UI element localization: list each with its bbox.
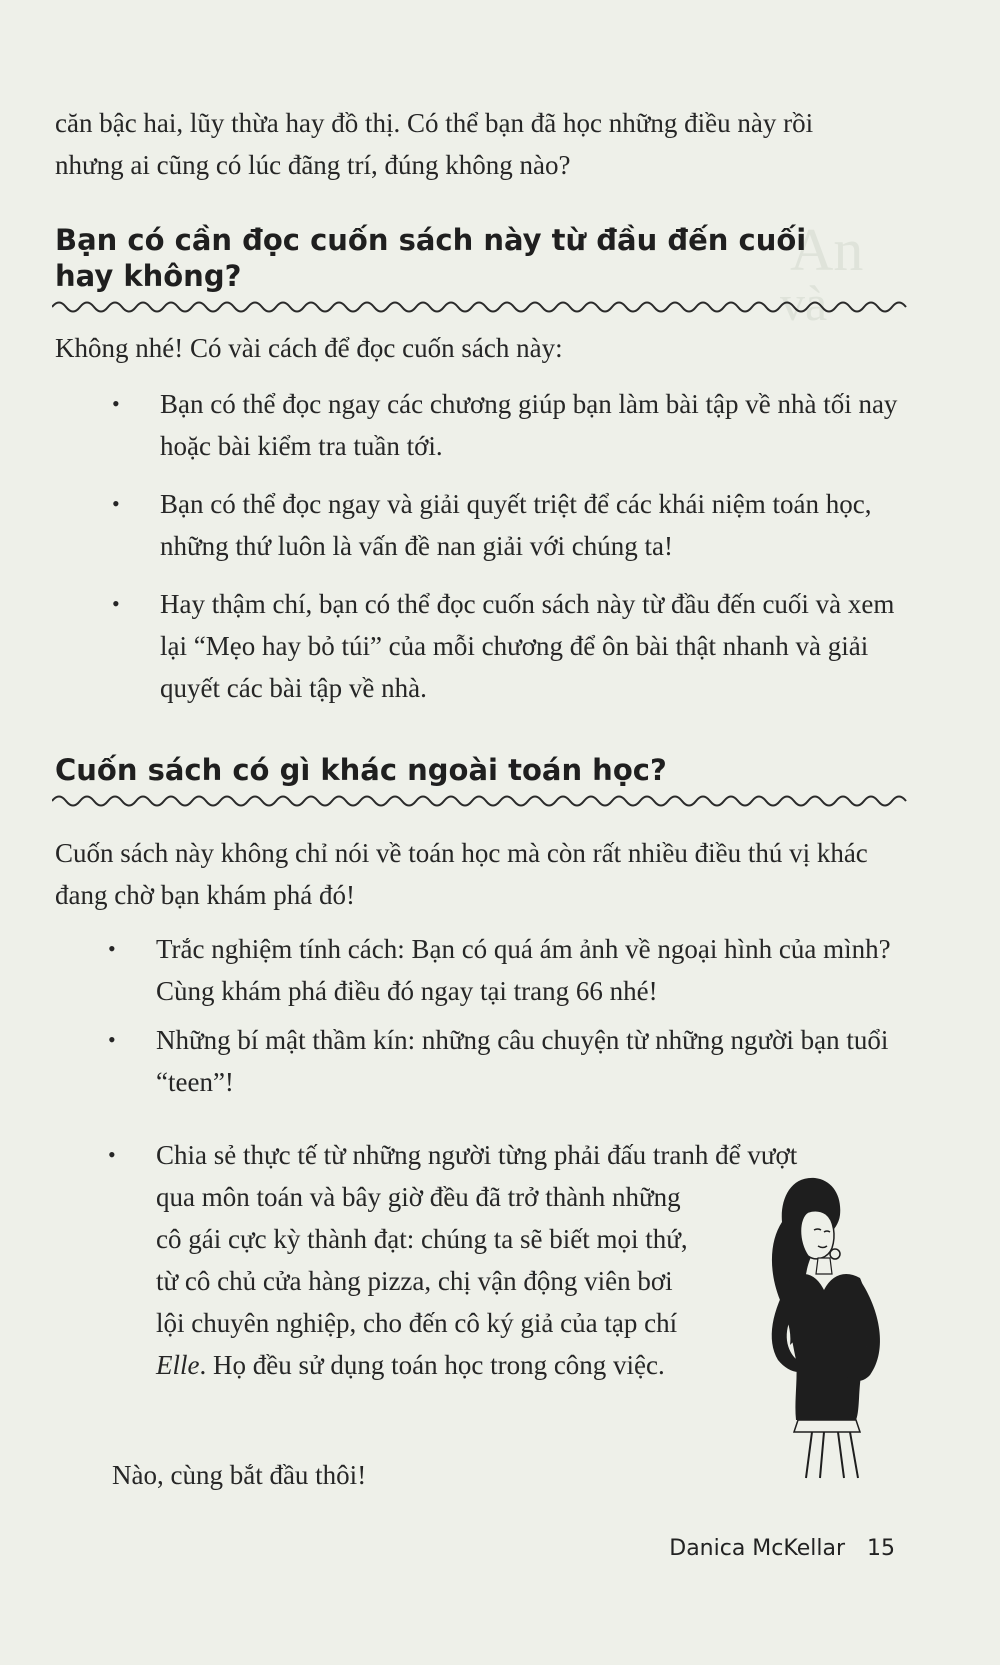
- list-item: • Bạn có thể đọc ngay các chương giúp bạn làm bài tập về nhà tối nay hoặc bài kiểm tra tuần tới.: [112, 383, 912, 467]
- wavy-divider: [52, 790, 907, 812]
- section-1-bullet-list: [112, 383, 912, 725]
- section-1-intro: Không nhé! Có vài cách để đọc cuốn sách này:: [55, 333, 563, 363]
- author-name: Danica McKellar: [669, 1536, 845, 1561]
- bullet-icon: •: [112, 591, 120, 616]
- magazine-name: Elle: [156, 1350, 200, 1380]
- page-number: 15: [867, 1536, 895, 1561]
- section-1-heading-line-2: hay không?: [55, 259, 242, 293]
- list-item: • Những bí mật thầm kín: những câu chuyện từ những người bạn tuổi “teen”!: [108, 1019, 908, 1103]
- svg-text:An: An: [790, 217, 864, 283]
- girl-illustration-icon: [720, 1170, 920, 1480]
- bullet-icon: •: [108, 1027, 116, 1052]
- svg-text:và: và: [780, 275, 828, 331]
- page-footer: [669, 1536, 895, 1561]
- bullet-icon: •: [112, 491, 120, 516]
- bullet-icon: •: [108, 1142, 116, 1167]
- section-2-intro: Cuốn sách này không chỉ nói về toán học mà còn rất nhiều điều thú vị khác đang chờ bạn khám phá đó!: [55, 838, 868, 910]
- list-item: • Hay thậm chí, bạn có thể đọc cuốn sách này từ đầu đến cuối và xem lại “Mẹo hay bỏ túi” của mỗi chương để ôn bài thật nhanh và giải quyết các bài tập về nhà.: [112, 583, 912, 709]
- section-2-bullet-list: [108, 928, 908, 1110]
- bullet-3-body: qua môn toán và bây giờ đều đã trở thành những cô gái cực kỳ thành đạt: chúng ta sẽ biết mọi thứ, từ cô chủ cửa hàng pizza, chị vận động viên bơi lội chuyên nghiệp, cho đến cô ký giả của tạp chí Elle. Họ đều sử dụng toán học trong công việc.: [156, 1182, 688, 1380]
- closing-line: Nào, cùng bắt đầu thôi!: [112, 1460, 367, 1490]
- bullet-3-first-line: Chia sẻ thực tế từ những người từng phải đấu tranh để vượt: [156, 1140, 798, 1170]
- bullet-icon: •: [112, 391, 120, 416]
- list-item: • Trắc nghiệm tính cách: Bạn có quá ám ảnh về ngoại hình của mình? Cùng khám phá điều đó ngay tại trang 66 nhé!: [108, 928, 908, 1012]
- section-2-heading: Cuốn sách có gì khác ngoài toán học?: [55, 753, 667, 787]
- intro-line-2: nhưng ai cũng có lúc đãng trí, đúng không nào?: [55, 150, 571, 180]
- section-1-heading-line-1: Bạn có cần đọc cuốn sách này từ đầu đến cuối: [55, 223, 807, 257]
- list-item: • Bạn có thể đọc ngay và giải quyết triệt để các khái niệm toán học, những thứ luôn là vấn đề nan giải với chúng ta!: [112, 483, 912, 567]
- wavy-divider: [52, 296, 907, 318]
- bullet-icon: •: [108, 936, 116, 961]
- intro-line-1: căn bậc hai, lũy thừa hay đồ thị. Có thể bạn đã học những điều này rồi: [55, 108, 814, 138]
